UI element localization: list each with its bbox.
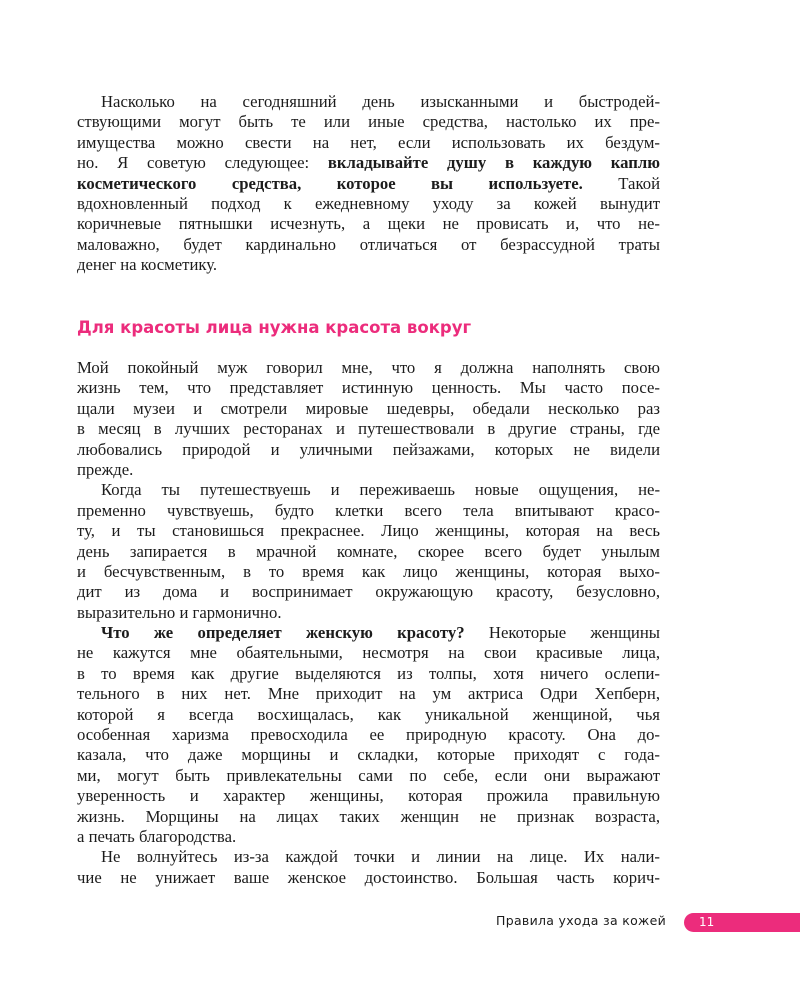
text-line: [77, 868, 660, 888]
text-line: [77, 214, 660, 234]
text-line: [77, 501, 660, 521]
text-line: [77, 562, 660, 582]
text-segment: в то время как другие выделяются из толпы, хотя ничего ослепи-: [77, 663, 660, 683]
text-line: [77, 419, 660, 439]
text-line: [77, 112, 660, 132]
text-line: [77, 399, 660, 419]
text-segment: особенная харизма превосходила ее природную красоту. Она до-: [77, 725, 660, 745]
text-segment: казала, что даже морщины и складки, которые приходят с года-: [77, 745, 660, 765]
text-segment: выразительно и гармонично.: [77, 602, 282, 622]
text-segment: Мой покойный муж говорил мне, что я должна наполнять свою: [77, 358, 660, 377]
text-line: [77, 235, 660, 255]
text-segment: имущества можно свести на нет, если использовать их бездум-: [77, 132, 660, 152]
text-line: [77, 623, 660, 643]
text-line: [77, 745, 660, 765]
text-line: [77, 521, 660, 541]
text-segment: Насколько на сегодняшний день изысканными и быстродей-: [101, 92, 660, 111]
text-segment: Не волнуйтесь из-за каждой точки и линии на лице. Их нали-: [101, 847, 660, 867]
text-line: [77, 480, 660, 500]
text-line: [77, 194, 660, 214]
running-footer-title: Правила ухода за кожей: [496, 913, 666, 928]
text-line: [77, 664, 660, 684]
text-line: [77, 460, 660, 480]
text-segment: ту, и ты становишься прекраснее. Лицо женщины, которая на весь: [77, 521, 660, 541]
text-segment: чие не унижает ваше женское достоинство. Большая часть корич-: [77, 867, 660, 887]
section-body: [77, 358, 660, 888]
text-line: [77, 766, 660, 786]
text-segment: Когда ты путешествуешь и переживаешь новые ощущения, не-: [101, 480, 660, 500]
text-segment: Такой: [582, 173, 661, 193]
text-segment: жизнь тем, что представляет истинную ценность. Мы часто посе-: [77, 378, 660, 398]
text-line: [77, 153, 660, 173]
text-segment: пременно чувствуешь, будто клетки всего тела впитывают красо-: [77, 500, 660, 520]
text-segment: жизнь. Морщины на лицах таких женщин не признак возраста,: [77, 806, 660, 826]
section-heading: Для красоты лица нужна красота вокруг: [77, 318, 472, 337]
text-line: [77, 133, 660, 153]
text-line: [77, 725, 660, 745]
text-line: [77, 542, 660, 562]
text-line: [77, 705, 660, 725]
text-segment: которой я всегда восхищалась, как уникальной женщиной, чья: [77, 704, 660, 724]
text-line: [77, 643, 660, 663]
text-line: [77, 174, 660, 194]
text-segment: любовались природой и уличными пейзажами, которых не видели: [77, 439, 660, 459]
text-segment: вдохновленный подход к ежедневному уходу за кожей вынудит: [77, 193, 660, 213]
text-segment: но. Я советую следующее:: [77, 153, 328, 173]
text-segment: денег на косметику.: [77, 255, 218, 275]
text-line: [77, 255, 660, 275]
text-segment: коричневые пятнышки исчезнуть, а щеки не провисать и, что не-: [77, 214, 660, 234]
text-segment: ствующими могут быть те или иные средства, настолько их пре-: [77, 112, 660, 132]
text-segment: и бесчувственным, в то время как лицо женщины, которая выхо-: [77, 561, 660, 581]
intro-paragraph: [77, 92, 660, 276]
text-line: [77, 603, 660, 623]
text-line: [77, 684, 660, 704]
text-line: [77, 827, 660, 847]
text-segment: в месяц в лучших ресторанах и путешествовали в другие страны, где: [77, 419, 660, 439]
text-line: [77, 786, 660, 806]
bold-text-segment: Что же определяет женскую красоту?: [101, 623, 465, 643]
text-segment: маловажно, будет кардинально отличаться от безрассудной траты: [77, 234, 660, 254]
text-line: [77, 807, 660, 827]
bold-text-segment: вкладывайте душу в каждую каплю: [327, 153, 660, 173]
text-segment: уверенность и характер женщины, которая прожила правильную: [77, 786, 660, 806]
bold-text-segment: косметического средства, которое вы используете.: [77, 173, 583, 193]
text-segment: прежде.: [77, 459, 134, 479]
text-line: [77, 440, 660, 460]
text-line: [77, 378, 660, 398]
page-number-tab: [684, 913, 800, 932]
text-line: [77, 582, 660, 602]
text-segment: а печать благородства.: [77, 826, 237, 846]
text-segment: Некоторые женщины: [464, 623, 661, 643]
text-segment: дит из дома и воспринимает окружающую красоту, безусловно,: [77, 582, 660, 602]
text-segment: щали музеи и смотрели мировые шедевры, обедали несколько раз: [77, 398, 660, 418]
text-segment: ми, могут быть привлекательны сами по себе, если они выражают: [77, 765, 660, 785]
text-line: [77, 847, 660, 867]
text-segment: тельного в них нет. Мне приходит на ум актриса Одри Хепберн,: [77, 684, 660, 704]
text-line: [77, 92, 660, 112]
page-number: 11: [699, 915, 715, 929]
text-line: [77, 358, 660, 378]
text-segment: день запирается в мрачной комнате, скорее всего будет унылым: [77, 541, 660, 561]
text-segment: не кажутся мне обаятельными, несмотря на свои красивые лица,: [77, 643, 660, 663]
